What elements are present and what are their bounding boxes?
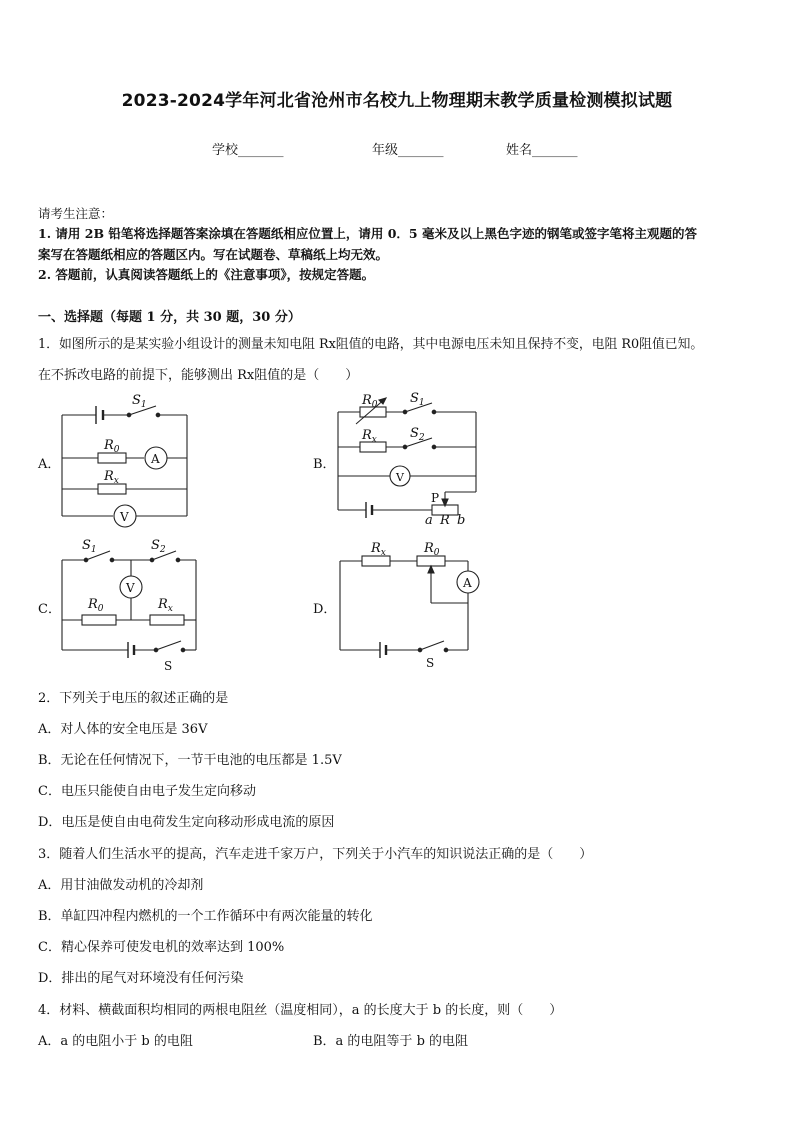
q3-option-d[interactable]: D．排出的尾气对环境没有任何污染 — [38, 971, 244, 986]
q3-option-c[interactable]: C．精心保养可使发电机的效率达到 100% — [38, 940, 285, 955]
q1-stem-line-2: 在不拆改电路的前提下，能够测出 Rx阻值的是（ ） — [38, 368, 359, 383]
notice-heading: 请考生注意： — [38, 206, 114, 221]
circuit-d — [340, 556, 479, 658]
circuit-b-s1-label: $S_1$ — [410, 391, 425, 408]
school-field: 学校_______ — [212, 143, 284, 158]
circuit-c — [62, 551, 196, 658]
circuit-d-ammeter-label: A — [463, 576, 472, 590]
circuit-b-voltmeter-label: V — [396, 471, 404, 484]
q4-option-b[interactable]: B．a 的电阻等于 b 的电阻 — [313, 1034, 469, 1049]
circuit-c-s2-label: $S_2$ — [151, 538, 166, 555]
circuit-c-switch-label: S — [164, 659, 173, 673]
circuit-b-rheostat-label: R — [440, 513, 450, 528]
circuit-b-end-a-label: a — [425, 513, 433, 528]
q1-circuit-figures — [0, 385, 794, 680]
circuit-d-switch-label: S — [426, 656, 435, 670]
circuit-a-r0-label: $R_0$ — [104, 438, 120, 455]
q1-option-c[interactable]: C． — [38, 602, 61, 617]
notice-item-1-line-2: 案写在答题纸相应的答题区内。写在试题卷、草稿纸上均无效。 — [38, 247, 389, 262]
circuit-d-r0-label: $R_0$ — [424, 541, 440, 558]
q2-option-c[interactable]: C．电压只能使自由电子发生定向移动 — [38, 784, 256, 799]
q3-option-a[interactable]: A．用甘油做发动机的冷却剂 — [38, 878, 204, 893]
q3-option-b[interactable]: B．单缸四冲程内燃机的一个工作循环中有两次能量的转化 — [38, 909, 373, 924]
page-title: 2023-2024学年河北省沧州市名校九上物理期末教学质量检测模拟试题 — [121, 91, 673, 111]
circuit-b-slider-p-label: P — [431, 491, 440, 505]
circuit-c-voltmeter-label: V — [126, 581, 135, 595]
name-field: 姓名_______ — [506, 143, 578, 158]
notice-item-1-line-1: 1. 请用 2B 铅笔将选择题答案涂填在答题纸相应位置上，请用 0．5 毫米及以上黑色字迹的钢笔或签字笔将主观题的答 — [38, 226, 697, 241]
circuit-d-rx-label: $R_x$ — [371, 541, 386, 558]
q1-stem-line-1: 1．如图所示的是某实验小组设计的测量未知电阻 Rx阻值的电路，其中电源电压未知且保持不变，电阻 R0阻值已知。 — [38, 337, 704, 352]
circuit-a-voltmeter-label: V — [120, 510, 129, 524]
q2-option-a[interactable]: A．对人体的安全电压是 36V — [38, 722, 208, 737]
circuit-a-rx-label: $R_x$ — [104, 469, 119, 486]
q4-stem: 4．材料、横截面积均相同的两根电阻丝（温度相同），a 的长度大于 b 的长度，则（ ） — [38, 1003, 563, 1018]
circuit-c-rx-label: $R_x$ — [158, 597, 173, 614]
circuit-a-s1-label: $S_1$ — [132, 393, 147, 410]
circuit-a — [62, 406, 187, 527]
grade-field: 年级_______ — [372, 143, 444, 158]
q2-option-d[interactable]: D．电压是使自由电荷发生定向移动形成电流的原因 — [38, 815, 335, 830]
q2-option-b[interactable]: B．无论在任何情况下，一节干电池的电压都是 1.5V — [38, 753, 342, 768]
q1-option-b[interactable]: B． — [313, 457, 336, 472]
section-heading: 一、选择题（每题 1 分，共 30 题，30 分） — [38, 310, 301, 325]
circuit-b-r0-label: $R_0$ — [362, 393, 378, 410]
q2-stem: 2．下列关于电压的叙述正确的是 — [38, 691, 229, 706]
q1-option-a[interactable]: A． — [38, 457, 61, 472]
circuit-c-s1-label: $S_1$ — [82, 538, 97, 555]
q4-option-a[interactable]: A．a 的电阻小于 b 的电阻 — [38, 1034, 193, 1049]
circuit-b-s2-label: $S_2$ — [410, 426, 425, 443]
q1-option-d[interactable]: D． — [313, 602, 337, 617]
notice-item-2: 2. 答题前，认真阅读答题纸上的《注意事项》，按规定答题。 — [38, 267, 375, 282]
circuit-b-rx-label: $R_x$ — [362, 428, 377, 445]
circuit-a-ammeter-label: A — [151, 452, 160, 466]
q3-stem: 3．随着人们生活水平的提高，汽车走进千家万户，下列关于小汽车的知识说法正确的是（ ） — [38, 847, 593, 862]
circuit-c-r0-label: $R_0$ — [88, 597, 104, 614]
circuit-b — [338, 398, 476, 518]
circuit-b-end-b-label: b — [457, 513, 466, 528]
